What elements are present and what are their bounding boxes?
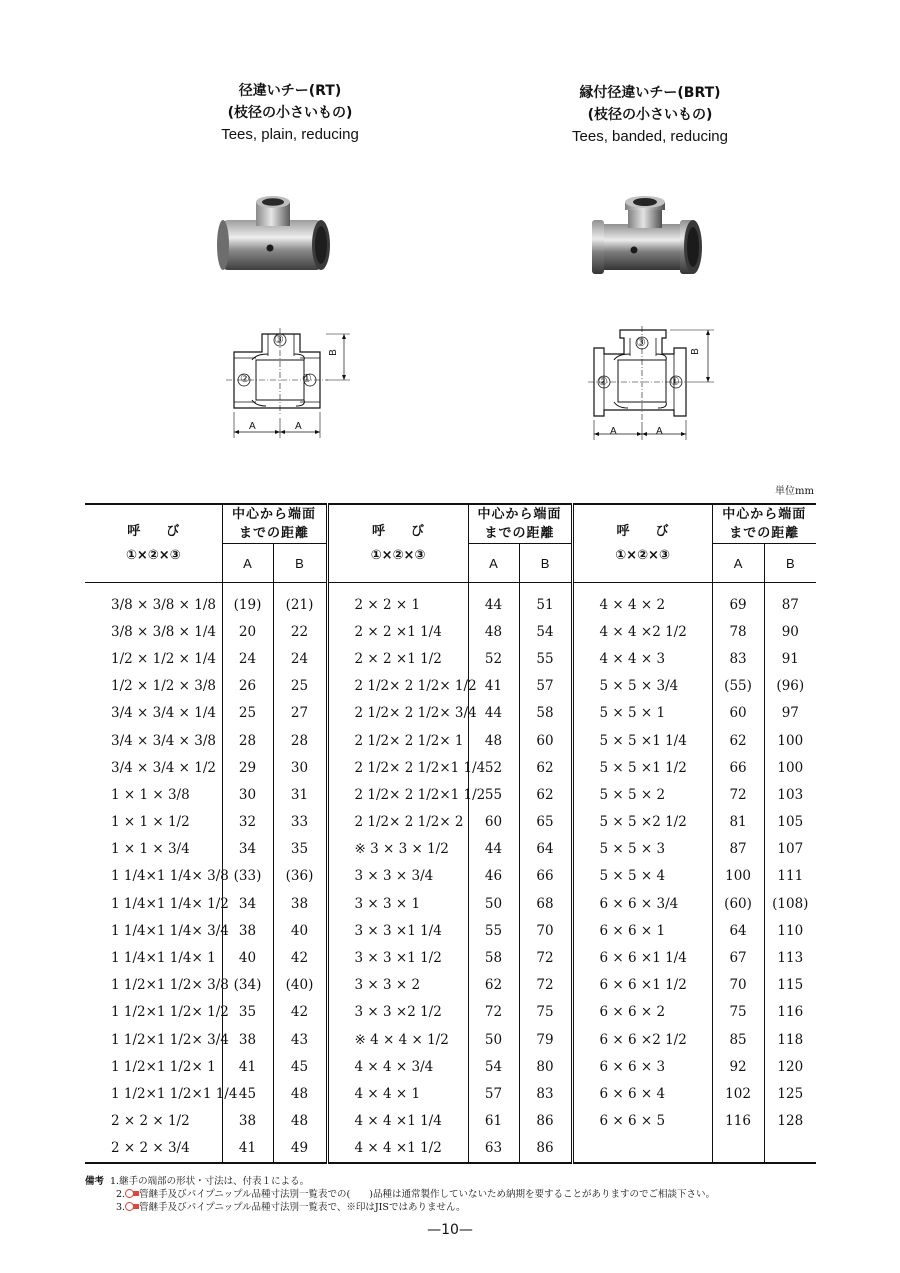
cell-size: 3 × 3 ×1 1/2 xyxy=(327,944,468,971)
cell-a: 38 xyxy=(222,1026,273,1053)
cell-b: 25 xyxy=(273,673,327,700)
cell-b: 62 xyxy=(519,781,572,808)
cell-b: 55 xyxy=(519,645,572,672)
cell-size: 2 × 2 × 1 xyxy=(327,583,468,619)
table-row xyxy=(85,944,816,971)
cell-size: 2 1/2× 2 1/2× 1 xyxy=(327,727,468,754)
header-dist-line2: までの距離 xyxy=(729,526,800,541)
table-row xyxy=(85,700,816,727)
cell-size: 1 1/4×1 1/4× 1 xyxy=(111,950,216,967)
cell-a: 38 xyxy=(222,917,273,944)
cell-size: 6 × 6 ×1 1/4 xyxy=(572,944,712,971)
table-row xyxy=(85,618,816,645)
cell-a: 75 xyxy=(712,999,764,1026)
table-row xyxy=(85,1080,816,1107)
note-2 xyxy=(85,1188,715,1201)
note-3-text: 管継手及びパイプニップル品種寸法別一覧表で、※印はJISではありません。 xyxy=(139,1202,466,1213)
cell-b: 49 xyxy=(273,1135,327,1163)
dimension-table xyxy=(85,503,816,1164)
cell-b: 62 xyxy=(519,754,572,781)
cell-b: 38 xyxy=(273,890,327,917)
cell-b: 118 xyxy=(764,1026,816,1053)
cell-a: 83 xyxy=(712,645,764,672)
cell-b: 110 xyxy=(764,917,816,944)
cell-size: 4 × 4 × 3 xyxy=(572,645,712,672)
unit-label: 単位mm xyxy=(775,486,814,497)
cell-b: 60 xyxy=(519,727,572,754)
cell-size: 2 1/2× 2 1/2× 1/2 xyxy=(327,673,468,700)
cell-b: 22 xyxy=(273,618,327,645)
brt-port3-label: ③ xyxy=(636,337,646,349)
cell-b: 116 xyxy=(764,999,816,1026)
cell-size: ※ 3 × 3 × 1/2 xyxy=(327,836,468,863)
cell-size: 4 × 4 × 3/4 xyxy=(327,1053,468,1080)
header-dist-line1: 中心から端面 xyxy=(722,507,807,522)
cell-size: 1 1/4×1 1/4× 3/4 xyxy=(111,922,229,939)
cell-b: 90 xyxy=(764,618,816,645)
logo-mark-icon xyxy=(125,1202,139,1211)
table-row xyxy=(85,583,816,619)
cell-b: 97 xyxy=(764,700,816,727)
cell-a: 60 xyxy=(712,700,764,727)
cell-a: 61 xyxy=(468,1108,519,1135)
cell-a: 52 xyxy=(468,645,519,672)
cell-b: 40 xyxy=(273,917,327,944)
cell-size: 5 × 5 × 3 xyxy=(572,836,712,863)
cell-size: 5 × 5 × 4 xyxy=(572,863,712,890)
cell-a: 32 xyxy=(222,809,273,836)
cell-a: 34 xyxy=(222,836,273,863)
cell-b: (96) xyxy=(764,673,816,700)
cell-b: (108) xyxy=(764,890,816,917)
cell-size: 1/2 × 1/2 × 3/8 xyxy=(111,678,216,695)
cell-a: 70 xyxy=(712,972,764,999)
cell-a: (33) xyxy=(222,863,273,890)
cell-a: 24 xyxy=(222,645,273,672)
cell-a: (34) xyxy=(222,972,273,999)
cell-size: 6 × 6 × 2 xyxy=(572,999,712,1026)
cell-a: 58 xyxy=(468,944,519,971)
cell-a: 50 xyxy=(468,890,519,917)
cell-size: 1 × 1 × 1/2 xyxy=(111,814,190,831)
cell-size: 4 × 4 ×2 1/2 xyxy=(572,618,712,645)
cell-a: 116 xyxy=(712,1108,764,1135)
cell-size: ※ 4 × 4 × 1/2 xyxy=(327,1026,468,1053)
product-rt-title-en: Tees, plain, reducing xyxy=(221,126,359,143)
cell-size: 3 × 3 × 3/4 xyxy=(327,863,468,890)
cell-a: 69 xyxy=(712,583,764,619)
cell-b: 57 xyxy=(519,673,572,700)
cell-b xyxy=(764,1135,816,1163)
rt-dim-a-left: A xyxy=(249,421,256,432)
cell-size: 6 × 6 × 4 xyxy=(572,1080,712,1107)
rt-dim-b: B xyxy=(327,349,339,356)
page-number: —10— xyxy=(427,1222,473,1238)
table-row xyxy=(85,999,816,1026)
cell-b: 128 xyxy=(764,1108,816,1135)
header-name-col-3 xyxy=(572,504,712,583)
cell-a: 40 xyxy=(222,944,273,971)
cell-a: 81 xyxy=(712,809,764,836)
cell-a: 50 xyxy=(468,1026,519,1053)
cell-a: 41 xyxy=(468,673,519,700)
cell-size: 6 × 6 × 3/4 xyxy=(572,890,712,917)
cell-b: (36) xyxy=(273,863,327,890)
cell-a: 63 xyxy=(468,1135,519,1163)
cell-b: 120 xyxy=(764,1053,816,1080)
header-a: A xyxy=(712,544,764,583)
cell-b: 54 xyxy=(519,618,572,645)
cell-b: 107 xyxy=(764,836,816,863)
cell-a: 72 xyxy=(468,999,519,1026)
cell-b: 45 xyxy=(273,1053,327,1080)
header-dist-col-1 xyxy=(222,504,327,544)
table-body xyxy=(85,583,816,1163)
cell-size: 5 × 5 × 1 xyxy=(572,700,712,727)
product-brt-title-en: Tees, banded, reducing xyxy=(572,128,728,145)
cell-size: 5 × 5 × 3/4 xyxy=(572,673,712,700)
cell-a: (55) xyxy=(712,673,764,700)
table-row xyxy=(85,1053,816,1080)
cell-b: 80 xyxy=(519,1053,572,1080)
cell-b: 42 xyxy=(273,999,327,1026)
reducing-tee-drawing xyxy=(222,326,362,446)
cell-b: 43 xyxy=(273,1026,327,1053)
header-dist-line1: 中心から端面 xyxy=(477,507,562,522)
notes-label: 備考 xyxy=(85,1176,105,1187)
cell-b: 113 xyxy=(764,944,816,971)
cell-a: 67 xyxy=(712,944,764,971)
cell-size: 5 × 5 × 2 xyxy=(572,781,712,808)
cell-size: 1 1/4×1 1/4× 1/2 xyxy=(111,895,229,912)
cell-a: 72 xyxy=(712,781,764,808)
cell-size: 3 × 3 × 1 xyxy=(327,890,468,917)
header-b: B xyxy=(764,544,816,583)
cell-a: 45 xyxy=(222,1080,273,1107)
cell-b: (21) xyxy=(273,583,327,619)
cell-a: 44 xyxy=(468,583,519,619)
header-a: A xyxy=(468,544,519,583)
cell-size: 6 × 6 × 3 xyxy=(572,1053,712,1080)
table-row xyxy=(85,863,816,890)
cell-a: 87 xyxy=(712,836,764,863)
cell-size: 4 × 4 ×1 1/2 xyxy=(327,1135,468,1163)
cell-b: 64 xyxy=(519,836,572,863)
header-b: B xyxy=(519,544,572,583)
cell-a: 38 xyxy=(222,1108,273,1135)
table-row xyxy=(85,890,816,917)
cell-size: 5 × 5 ×1 1/4 xyxy=(572,727,712,754)
cell-size: 3 × 3 ×2 1/2 xyxy=(327,999,468,1026)
cell-b: 115 xyxy=(764,972,816,999)
cell-size: 1/2 × 1/2 × 1/4 xyxy=(111,650,216,667)
header-size-form: ①×②×③ xyxy=(125,547,181,563)
cell-a: 34 xyxy=(222,890,273,917)
cell-a: 78 xyxy=(712,618,764,645)
cell-a: 100 xyxy=(712,863,764,890)
table-row xyxy=(85,673,816,700)
cell-size: 1 1/2×1 1/2× 1 xyxy=(111,1058,216,1075)
cell-a: 62 xyxy=(468,972,519,999)
rt-port3-label: ③ xyxy=(274,334,284,346)
cell-a: 28 xyxy=(222,727,273,754)
note-1 xyxy=(85,1175,715,1188)
cell-size: 4 × 4 × 1 xyxy=(327,1080,468,1107)
cell-a: 41 xyxy=(222,1053,273,1080)
cell-b: 51 xyxy=(519,583,572,619)
cell-a: 85 xyxy=(712,1026,764,1053)
cell-size: 2 1/2× 2 1/2× 2 xyxy=(327,809,468,836)
cell-b: 68 xyxy=(519,890,572,917)
cell-b: 87 xyxy=(764,583,816,619)
cell-size: 2 × 2 × 3/4 xyxy=(111,1140,190,1157)
cell-size: 2 × 2 × 1/2 xyxy=(111,1113,190,1130)
cell-b: 103 xyxy=(764,781,816,808)
rt-dim-a-right: A xyxy=(295,421,302,432)
table-row xyxy=(85,917,816,944)
cell-b: 75 xyxy=(519,999,572,1026)
cell-a: 41 xyxy=(222,1135,273,1163)
cell-size: 3/4 × 3/4 × 1/4 xyxy=(111,705,216,722)
cell-a: 52 xyxy=(468,754,519,781)
rt-port1-label: ① xyxy=(302,373,312,385)
cell-a: 55 xyxy=(468,917,519,944)
cell-size: 4 × 4 ×1 1/4 xyxy=(327,1108,468,1135)
cell-b: 100 xyxy=(764,754,816,781)
product-brt-subtitle: (枝径の小さいもの) xyxy=(587,107,713,123)
cell-a: 64 xyxy=(712,917,764,944)
header-b: B xyxy=(273,544,327,583)
cell-a: 92 xyxy=(712,1053,764,1080)
cell-size: 5 × 5 ×1 1/2 xyxy=(572,754,712,781)
cell-size: 6 × 6 × 5 xyxy=(572,1108,712,1135)
header-name-col-1 xyxy=(85,504,222,583)
header-dist-col-3 xyxy=(712,504,816,544)
cell-a: (60) xyxy=(712,890,764,917)
cell-size: 3/4 × 3/4 × 3/8 xyxy=(111,732,216,749)
header-name-col-2 xyxy=(327,504,468,583)
header-name-label: 呼 び xyxy=(372,523,425,539)
cell-b: 48 xyxy=(273,1080,327,1107)
cell-b: 33 xyxy=(273,809,327,836)
note-3-num: 3. xyxy=(116,1202,126,1213)
header-name-label: 呼 び xyxy=(616,523,669,539)
header-size-form: ①×②×③ xyxy=(615,547,670,563)
header-dist-line2: までの距離 xyxy=(484,526,555,541)
cell-b: 65 xyxy=(519,809,572,836)
product-brt-title: 縁付径違いチー(BRT) xyxy=(579,85,721,101)
cell-size: 3/8 × 3/8 × 1/8 xyxy=(111,596,216,613)
cell-size: 3 × 3 ×1 1/4 xyxy=(327,917,468,944)
cell-a: 60 xyxy=(468,809,519,836)
brt-port2-label: ② xyxy=(598,376,608,388)
cell-b: 35 xyxy=(273,836,327,863)
cell-b: 86 xyxy=(519,1135,572,1163)
product-rt-title: 径違いチー(RT) xyxy=(238,83,342,99)
cell-b: 58 xyxy=(519,700,572,727)
cell-size: 3/8 × 3/8 × 1/4 xyxy=(111,623,216,640)
cell-size: 2 1/2× 2 1/2×1 1/4 xyxy=(327,754,468,781)
cell-size: 3 × 3 × 2 xyxy=(327,972,468,999)
cell-a: 44 xyxy=(468,700,519,727)
cell-size: 6 × 6 ×2 1/2 xyxy=(572,1026,712,1053)
cell-a: 30 xyxy=(222,781,273,808)
brt-dim-a-left: A xyxy=(610,426,617,437)
cell-size xyxy=(572,1135,712,1163)
header-name-label: 呼 び xyxy=(127,523,180,539)
reducing-tee-photo xyxy=(212,192,330,284)
cell-a: 57 xyxy=(468,1080,519,1107)
note-1-text: 1.継手の端部の形状・寸法は、付表１による。 xyxy=(110,1176,310,1187)
cell-a: 25 xyxy=(222,700,273,727)
cell-b: 72 xyxy=(519,944,572,971)
cell-size: 2 1/2× 2 1/2× 3/4 xyxy=(327,700,468,727)
cell-a: 54 xyxy=(468,1053,519,1080)
cell-a: 46 xyxy=(468,863,519,890)
cell-size: 1 × 1 × 3/8 xyxy=(111,786,190,803)
cell-a: 48 xyxy=(468,618,519,645)
cell-b: 86 xyxy=(519,1108,572,1135)
table-row xyxy=(85,781,816,808)
header-dist-col-2 xyxy=(468,504,572,544)
cell-b: 27 xyxy=(273,700,327,727)
cell-a: 35 xyxy=(222,999,273,1026)
table-row xyxy=(85,727,816,754)
cell-a: 55 xyxy=(468,781,519,808)
cell-b: 30 xyxy=(273,754,327,781)
product-rt-heading xyxy=(170,80,410,146)
note-2-text: 管継手及びパイプニップル品種寸法別一覧表での( )品種は通常製作していないため納期を要することがありますのでご相談下さい。 xyxy=(139,1189,715,1200)
table-row xyxy=(85,972,816,999)
cell-a: 102 xyxy=(712,1080,764,1107)
cell-a: 66 xyxy=(712,754,764,781)
cell-a: 44 xyxy=(468,836,519,863)
cell-b: 105 xyxy=(764,809,816,836)
cell-b: 72 xyxy=(519,972,572,999)
rt-port2-label: ② xyxy=(240,373,250,385)
cell-b: 79 xyxy=(519,1026,572,1053)
cell-b: 111 xyxy=(764,863,816,890)
cell-size: 1 1/2×1 1/2× 1/2 xyxy=(111,1004,229,1021)
cell-b: 28 xyxy=(273,727,327,754)
notes xyxy=(85,1175,715,1214)
cell-a xyxy=(712,1135,764,1163)
cell-a: 62 xyxy=(712,727,764,754)
cell-size: 4 × 4 × 2 xyxy=(572,583,712,619)
cell-a: 29 xyxy=(222,754,273,781)
cell-size: 3/4 × 3/4 × 1/2 xyxy=(111,759,216,776)
brt-port1-label: ① xyxy=(670,376,680,388)
cell-a: 20 xyxy=(222,618,273,645)
header-a: A xyxy=(222,544,273,583)
logo-mark-icon xyxy=(125,1189,139,1198)
cell-b: 31 xyxy=(273,781,327,808)
cell-b: 83 xyxy=(519,1080,572,1107)
brt-dim-a-right: A xyxy=(656,426,663,437)
header-size-form: ①×②×③ xyxy=(370,547,426,563)
cell-size: 5 × 5 ×2 1/2 xyxy=(572,809,712,836)
cell-size: 1 1/2×1 1/2×1 1/4 xyxy=(111,1085,238,1102)
cell-b: 100 xyxy=(764,727,816,754)
banded-reducing-tee-photo xyxy=(584,194,702,286)
cell-size: 2 × 2 ×1 1/4 xyxy=(327,618,468,645)
cell-b: (40) xyxy=(273,972,327,999)
header-dist-line1: 中心から端面 xyxy=(232,507,317,522)
cell-b: 125 xyxy=(764,1080,816,1107)
cell-size: 1 1/2×1 1/2× 3/4 xyxy=(111,1031,229,1048)
cell-b: 24 xyxy=(273,645,327,672)
table-row xyxy=(85,1108,816,1135)
table-row xyxy=(85,1026,816,1053)
cell-a: (19) xyxy=(222,583,273,619)
table-row xyxy=(85,809,816,836)
note-2-num: 2. xyxy=(116,1189,126,1200)
cell-a: 48 xyxy=(468,727,519,754)
cell-size: 6 × 6 ×1 1/2 xyxy=(572,972,712,999)
cell-size: 1 1/4×1 1/4× 3/8 xyxy=(111,868,229,885)
table-row xyxy=(85,645,816,672)
brt-dim-b: B xyxy=(689,348,701,355)
header-dist-line2: までの距離 xyxy=(239,526,310,541)
cell-size: 2 × 2 ×1 1/2 xyxy=(327,645,468,672)
cell-size: 1 × 1 × 3/4 xyxy=(111,841,190,858)
table-row xyxy=(85,1135,816,1163)
cell-b: 66 xyxy=(519,863,572,890)
cell-b: 42 xyxy=(273,944,327,971)
product-brt-heading xyxy=(530,82,770,148)
cell-size: 2 1/2× 2 1/2×1 1/2 xyxy=(327,781,468,808)
cell-a: 26 xyxy=(222,673,273,700)
table-row xyxy=(85,836,816,863)
product-rt-subtitle: (枝径の小さいもの) xyxy=(227,105,353,121)
cell-b: 70 xyxy=(519,917,572,944)
table-row xyxy=(85,754,816,781)
cell-b: 48 xyxy=(273,1108,327,1135)
cell-size: 1 1/2×1 1/2× 3/8 xyxy=(111,977,229,994)
note-3 xyxy=(85,1201,715,1214)
cell-size: 6 × 6 × 1 xyxy=(572,917,712,944)
cell-b: 91 xyxy=(764,645,816,672)
